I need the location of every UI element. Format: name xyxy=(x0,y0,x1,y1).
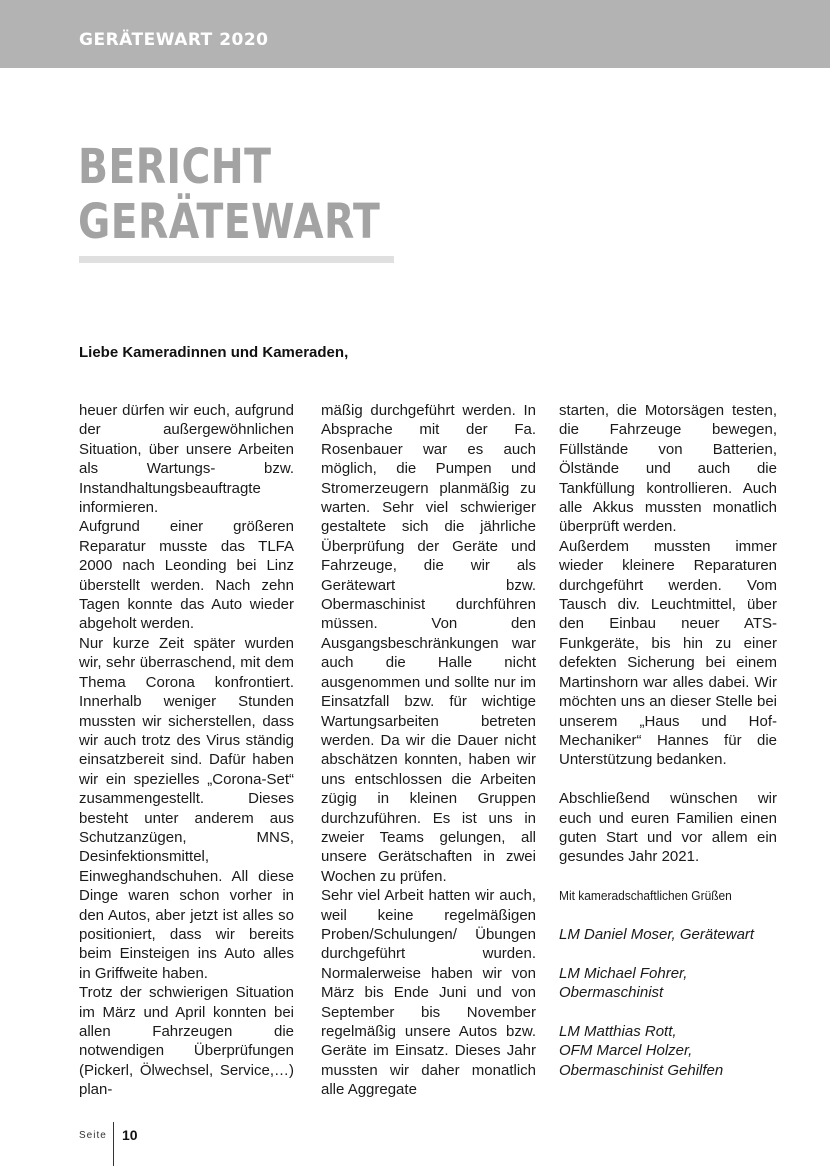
paragraph: Aufgrund einer größeren Reparatur musste das TLFA 2000 nach Leonding bei Linz überstellt werden. Nach zehn Tagen konnte das Auto wieder abgeholt werden. xyxy=(79,518,294,633)
closing-line: Mit kameradschaftlichen Grüßen xyxy=(559,888,732,904)
page-label: Seite xyxy=(79,1130,107,1141)
paragraph: heuer dürfen wir euch, aufgrund der außergewöhnlichen Situation, über unsere Arbeiten als Wartungs- bzw. Instandhaltungsbeauftragte informieren. xyxy=(79,402,294,517)
paragraph: starten, die Motorsägen testen, die Fahrzeuge bewegen, Füllstände von Batterien, Ölstände und auch die Tankfüllung kontrollieren. Auch alle Akkus mussten monatlich überprüft werden. xyxy=(559,402,777,536)
article-title-line-1: BERICHT xyxy=(78,139,272,195)
section-title: GERÄTEWART 2020 xyxy=(79,30,269,50)
paragraph: Abschließend wünschen wir euch und euren Familien einen guten Start und vor allem ein gesundes Jahr 2021. xyxy=(559,790,777,866)
signature-line: Obermaschinist Gehilfen xyxy=(559,1061,724,1079)
greeting: Liebe Kameradinnen und Kameraden, xyxy=(79,344,349,361)
signature-line: LM Matthias Rott, xyxy=(559,1022,677,1040)
article-title xyxy=(78,140,380,250)
signature-line: OFM Marcel Holzer, xyxy=(559,1042,693,1060)
title-underline xyxy=(79,256,394,263)
signature-line: Obermaschinist xyxy=(559,984,664,1002)
article-title-line-2: GERÄTEWART xyxy=(78,194,381,250)
page-number: 10 xyxy=(122,1127,138,1143)
signature-line: LM Michael Fohrer, xyxy=(559,964,688,982)
paragraph: Nur kurze Zeit später wurden wir, sehr überraschend, mit dem Thema Corona konfrontiert. Innerhalb weniger Stunden mussten wir sicherstellen, dass wir auch trotz des Virus ständig einsatzbereit sind. Dafür haben wir ein spezielles „Corona-Set“ zusammengestellt. Dieses besteht unter anderem aus Schutzanzügen, MNS, Desinfektionsmittel, Einweghandschuhen. All diese Dinge waren schon vorher in den Autos, aber jetzt ist alles so positioniert, dass wir bereits beim Einsteigen ins Auto alles in Griffweite haben. xyxy=(79,634,294,982)
text-column-3 xyxy=(559,401,777,1080)
paragraph: Trotz der schwierigen Situation im März und April konnten bei allen Fahrzeugen die notwendigen Überprüfungen (Pickerl, Ölwechsel, Service,…) plan- xyxy=(79,984,294,1099)
text-column-1 xyxy=(79,401,294,1100)
footer-divider xyxy=(113,1122,114,1166)
paragraph: mäßig durchgeführt werden. In Absprache mit der Fa. Rosenbauer war es auch möglich, die Pumpen und Stromerzeugern planmäßig zu warten. Sehr viel schwieriger gestaltete sich die jährliche Überprüfung der Geräte und Fahrzeuge, die wir als Gerätewart bzw. Obermaschinist durchführen müssen. Von den Ausgangsbeschränkungen war auch die Halle nicht ausgenommen und sollte nur im Einsatzfall bzw. für wichtige Wartungsarbeiten betreten werden. Da wir die Dauer nicht abschätzen konnten, haben wir uns entschlossen die Arbeiten zügig in kleinen Gruppen durchzuführen. Es ist uns in zweier Teams gelungen, all unsere Gerätschaften in zwei Wochen zu prüfen. xyxy=(321,402,536,885)
paragraph: Außerdem mussten immer wieder kleinere Reparaturen durchgeführt werden. Vom Tausch div. Leuchtmittel, über den Einbau neuer ATS-Funkgeräte, bis hin zu einer defekten Sicherung bei einem Martinshorn war alles dabei. Wir möchten uns an dieser Stelle bei unserem „Haus und Hof-Mechaniker“ Hannes für die Unterstützung bedanken. xyxy=(559,537,777,769)
paragraph: Sehr viel Arbeit hatten wir auch, weil keine regelmäßigen Proben/Schulungen/ Übungen durchgeführt wurden. Normalerweise haben wir von März bis Ende Juni und von September bis November regelmäßig unsere Autos bzw. Geräte im Einsatz. Dieses Jahr mussten wir daher monatlich alle Aggregate xyxy=(321,887,536,1099)
text-column-2 xyxy=(321,401,536,1100)
signature-line: LM Daniel Moser, Gerätewart xyxy=(559,925,755,943)
